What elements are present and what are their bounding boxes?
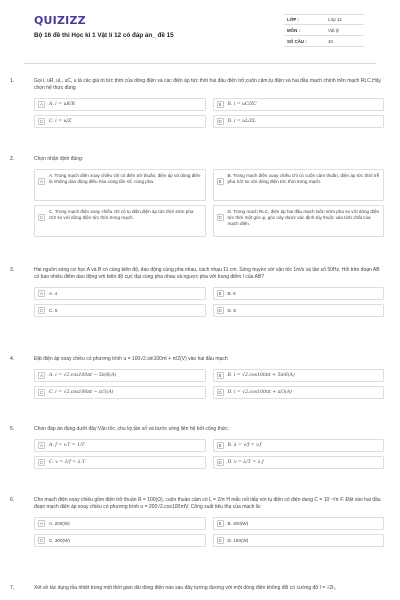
question-number: 4.: [10, 356, 15, 362]
option-letter: B: [217, 442, 224, 449]
option-text: B. λ = v/f = v.f: [227, 442, 262, 448]
option-text: C. i = u/Z: [49, 118, 72, 124]
option-letter: C: [39, 538, 44, 543]
option-letter: D: [218, 538, 222, 543]
option-letter: D: [218, 308, 222, 313]
option-letter: B: [217, 178, 224, 185]
question-text: Cho mạch điện xoay chiều gồm điện trở thuần R = 100(Ω), cuộn thuần cảm có L = 2/π H mắc nối tiếp với tụ điện có điện dung C = 10⁻⁴/π F. Đặt vào hai đầu đoạn mạch điện áp xoay chiều có phương trình u = 200√2.cos100πtV. Công suất tiêu thụ của mạch là:: [34, 497, 381, 510]
meta-row-count: [284, 36, 364, 47]
option-text: B. Trong mạch điện xoay chiều chỉ có cuộn cảm thuần, điện áp tức thời trễ pha π/2 so với dòng điện tức thời trong mạch.: [227, 173, 380, 184]
meta-value: Vật lý: [328, 27, 339, 33]
option-text: C. 300(W): [49, 537, 70, 543]
option-c[interactable]: [34, 534, 206, 547]
option-text: B. 6: [227, 290, 236, 296]
question-number: 3.: [10, 267, 15, 273]
option-d[interactable]: [213, 115, 385, 128]
option-a[interactable]: [34, 439, 206, 452]
question-5: [10, 426, 384, 469]
meta-row-subject: [284, 25, 364, 36]
option-letter: C: [39, 308, 44, 313]
meta-label: MÔN :: [287, 27, 300, 33]
option-letter: D: [218, 390, 222, 395]
option-text: B. 400(W): [227, 520, 249, 526]
meta-table: [284, 14, 364, 47]
option-letter: A: [38, 290, 45, 297]
option-letter: B: [217, 290, 224, 297]
quizizz-logo: QUIZIZZ: [34, 14, 86, 27]
meta-label: SỐ CÂU :: [287, 38, 307, 44]
option-letter: C: [39, 460, 44, 465]
options-grid: [34, 169, 384, 237]
option-letter: B: [217, 520, 224, 527]
option-letter: A: [38, 442, 45, 449]
question-number: 6.: [10, 497, 15, 503]
meta-value: 40: [328, 38, 333, 44]
question-text: Đặt điện áp xoay chiều có phương trình u = 100√2.sin100πt + π/2(V) vào hai đầu mạch: [34, 356, 228, 362]
option-letter: A: [38, 372, 45, 379]
option-text: C. v = 1/f = λ.T: [49, 459, 86, 465]
option-c[interactable]: [34, 386, 206, 399]
option-c[interactable]: [34, 304, 206, 317]
question-text: Xét về tác dụng tỏa nhiệt trong một thời gian dài dòng điện nào sau đây tương đương với một dòng điện không đổi có cường độ I = √2I₀: [34, 585, 336, 591]
option-text: C. i = √2.cos100πt − π/3(A): [49, 389, 114, 395]
question-3: [10, 267, 384, 317]
option-d[interactable]: [213, 304, 385, 317]
question-4: [10, 356, 384, 399]
option-c[interactable]: [34, 205, 206, 237]
option-text: C. 5: [49, 307, 58, 313]
option-text: D. 150(W): [227, 537, 249, 543]
question-1: [10, 78, 384, 128]
option-letter: D: [218, 460, 222, 465]
question-text: Chọn nhận định đúng:: [34, 156, 84, 162]
option-text: A. i = uR/R: [49, 101, 75, 107]
option-b[interactable]: [213, 439, 385, 452]
option-c[interactable]: [34, 115, 206, 128]
question-text: Hai nguồn sóng cơ học A và B có cùng biên độ, dao động cùng pha nhau, cách nhau 11 cm. Sóng truyền với vận tốc 1m/s và tần số 50Hz. Hỏi trên đoạn AB có bao nhiêu điểm dao động với biên độ cực đại cùng pha nhau và ngược pha với trung điểm I của AB?: [34, 267, 380, 280]
option-b[interactable]: [213, 169, 385, 201]
option-text: D. i = uL/ZL: [227, 118, 256, 124]
worksheet-header: [20, 0, 380, 62]
option-a[interactable]: [34, 287, 206, 300]
question-number: 2.: [10, 156, 15, 162]
meta-label: LỚP :: [287, 17, 299, 22]
option-text: D. Trong mạch RLC, điện áp hai đầu mạch luôn sớm pha so với dòng điện tức thời một góc φ, góc này được xác định tùy thuộc vào tính chất của mạch điện.: [227, 209, 380, 226]
option-text: D. v = λ/T = λ.f: [227, 459, 264, 465]
question-number: 7.: [10, 585, 15, 591]
worksheet-title: Bộ 16 đề thi Học kì 1 Vật lí 12 có đáp án_ đề 15: [34, 32, 174, 39]
question-number: 5.: [10, 426, 15, 432]
options-grid: [34, 98, 384, 128]
option-letter: D: [218, 119, 222, 124]
question-text: Chọn đáp án đúng dưới đây:Vận tốc ,chu kỳ,tần số và bước sóng liên hệ bởi công thức:: [34, 426, 229, 432]
options-grid: [34, 287, 384, 317]
option-d[interactable]: [213, 456, 385, 469]
option-text: D. i = √2.cos100πt + π/3(A): [227, 389, 292, 395]
option-d[interactable]: [213, 534, 385, 547]
option-d[interactable]: [213, 386, 385, 399]
option-b[interactable]: [213, 98, 385, 111]
option-text: A. 200(W): [49, 520, 70, 526]
option-text: A. i = √2.cos100πt − 5π/6(A): [49, 372, 117, 378]
option-letter: C: [39, 215, 44, 220]
option-text: B. i = √2.cos100πt + 5π/6(A): [227, 372, 295, 378]
option-letter: A: [38, 520, 45, 527]
question-6: [10, 497, 384, 547]
option-letter: B: [217, 372, 224, 379]
question-2: [10, 156, 384, 237]
options-grid: [34, 517, 384, 547]
meta-row-class: [284, 14, 364, 25]
option-letter: D: [218, 215, 222, 220]
option-b[interactable]: [213, 287, 385, 300]
option-text: A. Trong mạch điện xoay chiều chỉ có điện trở thuần, điện áp và dòng điện là những dao động điều hòa cùng tần số, cùng pha.: [49, 173, 201, 184]
option-a[interactable]: [34, 369, 206, 382]
option-text: A. 4: [49, 290, 58, 296]
options-grid: [34, 369, 384, 399]
question-7: [10, 585, 384, 592]
option-letter: B: [217, 101, 224, 108]
option-text: C. Trong mạch điện xoay chiều chỉ có tụ điện,điện áp tức thời sớm pha π/2 so với dòng điện tức thời trong mạch.: [49, 209, 194, 220]
meta-value: Lớp 12: [328, 17, 342, 22]
header-divider: [24, 63, 376, 64]
option-text: D. 8: [227, 307, 236, 313]
option-text: A. f = v.T = 1/T: [49, 442, 85, 448]
option-d[interactable]: [213, 205, 385, 237]
question-number: 1.: [10, 78, 15, 84]
option-a[interactable]: [34, 517, 206, 530]
option-text: B. i = uC/ZC: [227, 101, 257, 107]
option-letter: C: [39, 119, 44, 124]
options-grid: [34, 439, 384, 469]
option-letter: A: [38, 101, 45, 108]
option-b[interactable]: [213, 369, 385, 382]
option-a[interactable]: [34, 98, 206, 111]
option-c[interactable]: [34, 456, 206, 469]
option-letter: A: [38, 178, 45, 185]
question-text: Gọi i, uR, uL, uC, u là các giá trị tức thời của dòng điện và các điện áp tức thời hai đầu điện trở,cuộn cảm,tụ điện và hai đầu mạch chính trên mạch RLC.Hãy chọn hệ thức đúng: [34, 78, 381, 91]
option-b[interactable]: [213, 517, 385, 530]
option-a[interactable]: [34, 169, 206, 201]
option-letter: C: [39, 390, 44, 395]
